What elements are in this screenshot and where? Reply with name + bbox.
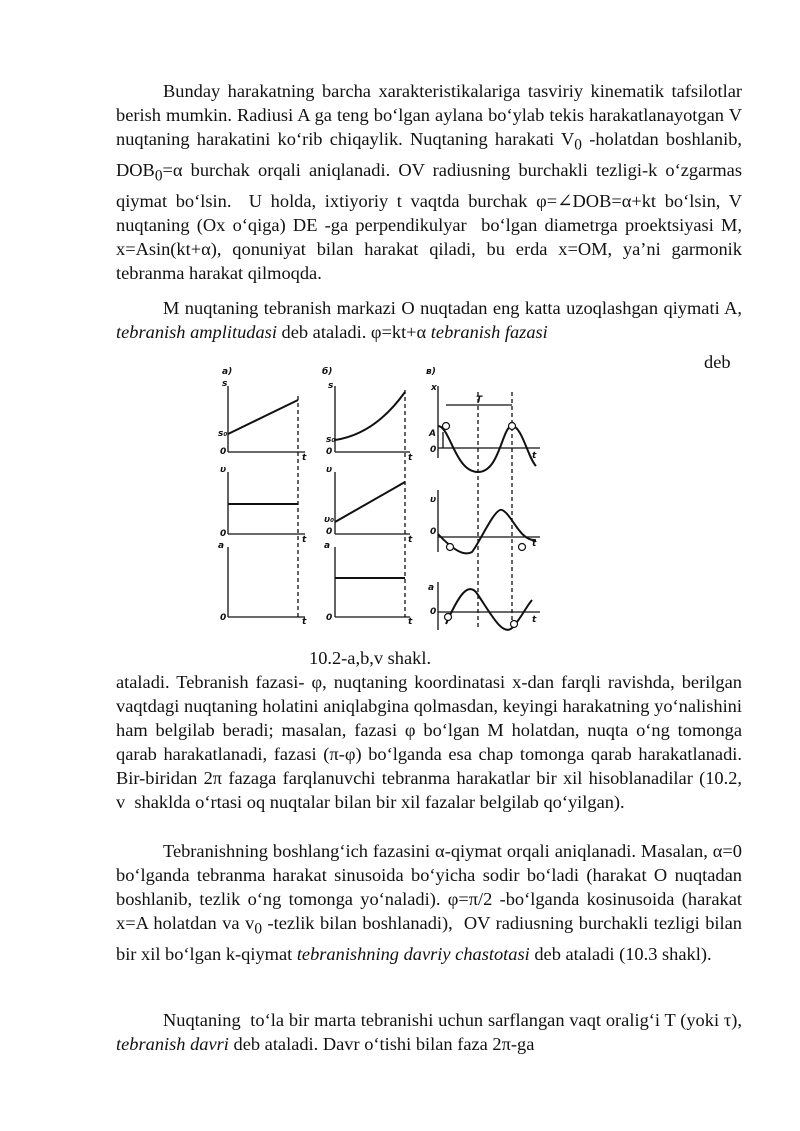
axis-label-velocity-v: υ [430, 495, 437, 505]
axis-zero-b1: 0 [326, 447, 333, 457]
paragraph-4: Tebranishning boshlang‘ich fazasini α-qiymat orqali aniqlanadi. Masalan, α=0 bo‘lganda tebranma harakat sinusoida bo‘yicha sodir bo‘ladi (harakat O nuqtadan boshlanib, tezlik o‘ng tomonga yo‘naladi). φ=π/2 -bo‘lganda kosinusoida (harakat x=A holatdan va $v_0$ -tezlik bilan boshlanadi), OV radiusning burchakli tezligi bilan bir xil bo‘lgan k-qiymat tebranishning davriy chastotasi deb ataladi (10.3 shakl). [116, 841, 742, 965]
axis-label-s-b: s [328, 381, 334, 391]
panel-label-v: в) [426, 367, 436, 377]
axis-zero-a1: 0 [220, 447, 227, 457]
axis-t-v3: t [532, 615, 537, 625]
axis-label-v-b: υ [326, 465, 333, 475]
figure-caption: 10.2-a,b,v shakl. [309, 648, 432, 668]
axis-label-v-a: υ [220, 465, 227, 475]
paragraph-5: Nuqtaning to‘la bir marta tebranishi uchun sarflangan vaqt oralig‘i T (yoki τ), tebranish davri deb ataladi. Davr o‘tishi bilan faza 2π-ga [116, 1010, 742, 1055]
axis-t-b2: t [408, 535, 413, 545]
axis-t-a2: t [302, 535, 307, 545]
axis-t-a1: t [302, 453, 307, 463]
panel-label-b: б) [322, 367, 333, 377]
axis-zero-v3: 0 [430, 607, 437, 617]
paragraph-2-continuation: deb [704, 352, 731, 372]
paragraph-1: Bunday harakatning barcha xarakteristikalariga tasviriy kinematik tafsilotlar berish mumkin. Radiusi A ga teng bo‘lgan aylana bo‘ylab tekis harakatlanayotgan V nuqtaning harakatini ko‘rib chiqaylik. Nuqtaning harakati $V_0$ -holatdan boshlanib, $DOB_0=\alpha$ burchak orqali aniqlanadi. OV radiusning burchakli tezligi-k o‘zgarmas qiymat bo‘lsin. U holda, ixtiyoriy t vaqtda burchak φ=∠DOB=α+kt bo‘lsin, V nuqtaning (Ox o‘qiga) DE -ga perpendikulyar bo‘lgan diametrga proektsiyasi M, x=Asin(kt+α), qonuniyat bilan harakat qiladi, bu erda x=OM, ya’ni garmonik tebranma harakat qilmoqda. [116, 81, 743, 283]
axis-label-x-v: x [431, 383, 437, 393]
axis-t-b3: t [408, 617, 413, 627]
paragraph-2: M nuqtaning tebranish markazi O nuqtadan eng katta uzoqlashgan qiymati A, tebranish amplitudasi deb ataladi. φ=kt+α tebranish fazasi [116, 298, 742, 343]
axis-label-atau-a: a [218, 541, 225, 551]
panel-label-a: a) [222, 367, 233, 377]
axis-label-atau-b: a [324, 541, 331, 551]
axis-label-s-a: s [222, 379, 228, 389]
paragraph-3: ataladi. Tebranish fazasi- φ, nuqtaning koordinatasi x-dan farqli ravishda, berilgan vaqtdagi nuqtaning holatini aniqlabgina qolmasdan, keyingi harakatning yo‘nalishini ham belgilab beradi; masalan, fazasi φ bo‘lgan M holatdan, nuqta o‘ng tomonga qarab harakatlanadi, fazasi (π-φ) bo‘lganda esa chap tomonga qarab harakatlanadi. Bir-biridan 2π fazaga farqlanuvchi tebranma harakatlar bir xil hisoblanadilar (10.2, v shaklda o‘rtasi oq nuqtalar bilan bir xil fazalar belgilab qo‘yilgan). [116, 672, 742, 813]
axis-label-atau-v: a [428, 583, 435, 593]
axis-t-v2: t [532, 539, 537, 549]
kinematics-graphs [210, 362, 550, 647]
period-label-T: T [476, 395, 483, 405]
figure-10-2 [210, 362, 550, 647]
axis-zero-a2: 0 [220, 529, 227, 539]
axis-zero-b2: 0 [326, 527, 333, 537]
amplitude-label-A: A [429, 429, 436, 439]
axis-t-a3: t [302, 617, 307, 627]
axis-t-v1: t [532, 451, 537, 461]
axis-t-b1: t [408, 453, 413, 463]
axis-zero-b3: 0 [326, 613, 333, 623]
axis-zero-v1: 0 [430, 445, 437, 455]
axis-zero-a3: 0 [220, 613, 227, 623]
axis-label-s0-b: s₀ [326, 435, 336, 445]
axis-zero-v2: 0 [430, 527, 437, 537]
axis-label-v0-b: υ₀ [324, 515, 335, 525]
axis-label-s0-a: s₀ [218, 429, 228, 439]
